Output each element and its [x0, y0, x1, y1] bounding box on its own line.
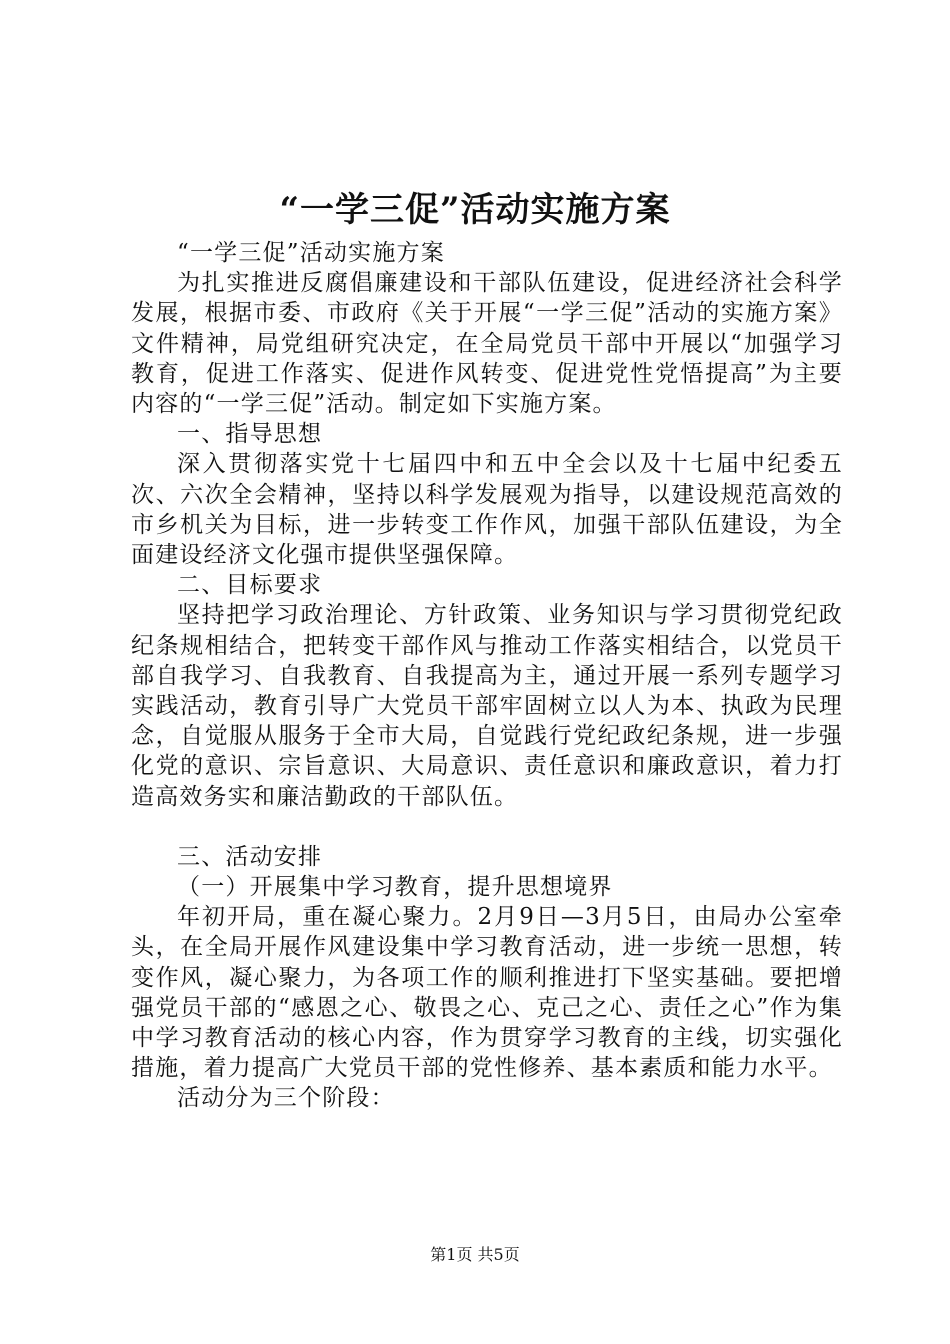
paragraph-stages: 活动分为三个阶段： [177, 1085, 395, 1112]
paragraph-goals: 坚持把学习政治理论、方针政策、业务知识与学习贯彻党纪政纪条规相结合，把转变干部作风与推动工作落实相结合，以党员干部自我学习、自我教育、自我提高为主，通过开展一系列专题学习实践活动，教育引导广大党员干部牢固树立以人为本、执政为民理念，自觉服从服务于全市大局，自觉践行党纪政纪条规，进一步强化党的意识、宗旨意识、大局意识、责任意识和廉政意识，着力打造高效务实和廉洁勤政的干部队伍。 [131, 602, 843, 810]
paragraph-subtitle: “一学三促”活动实施方案 [177, 240, 445, 266]
subsection-heading-study: （一）开展集中学习教育，提升思想境界 [177, 874, 613, 901]
document-body [131, 238, 843, 1114]
paragraph-guiding-thought: 深入贯彻落实党十七届四中和五中全会以及十七届中纪委五次、六次全会精神，坚持以科学发展观为指导，以建设规范高效的市乡机关为目标，进一步转变工作作风，加强干部队伍建设，为全面建设经济文化强市提供坚强保障。 [131, 451, 843, 569]
document-title: “一学三促”活动实施方案 [279, 190, 671, 230]
paragraph-intro: 为扎实推进反腐倡廉建设和干部队伍建设，促进经济社会科学发展，根据市委、市政府《关于开展“一学三促”活动的实施方案》文件精神，局党组研究决定，在全局党员干部中开展以“加强学习教育，促进工作落实、促进作风转变、促进党性党悟提高”为主要内容的“一学三促”活动。制定如下实施方案。 [131, 270, 843, 418]
section-heading-goals: 二、目标要求 [177, 572, 323, 599]
page-footer: 第1页 共5页 [430, 1245, 520, 1264]
section-heading-arrangement: 三、活动安排 [177, 843, 323, 870]
section-heading-guiding-thought: 一、指导思想 [177, 421, 323, 448]
paragraph-study: 年初开局，重在凝心聚力。2月9日—3月5日，由局办公室牵头，在全局开展作风建设集中学习教育活动，进一步统一思想，转变作风，凝心聚力，为各项工作的顺利推进打下坚实基础。要把增强党员干部的“感恩之心、敬畏之心、克己之心、责任之心”作为集中学习教育活动的核心内容，作为贯穿学习教育的主线，切实强化措施，着力提高广大党员干部的党性修养、基本素质和能力水平。 [131, 904, 843, 1082]
